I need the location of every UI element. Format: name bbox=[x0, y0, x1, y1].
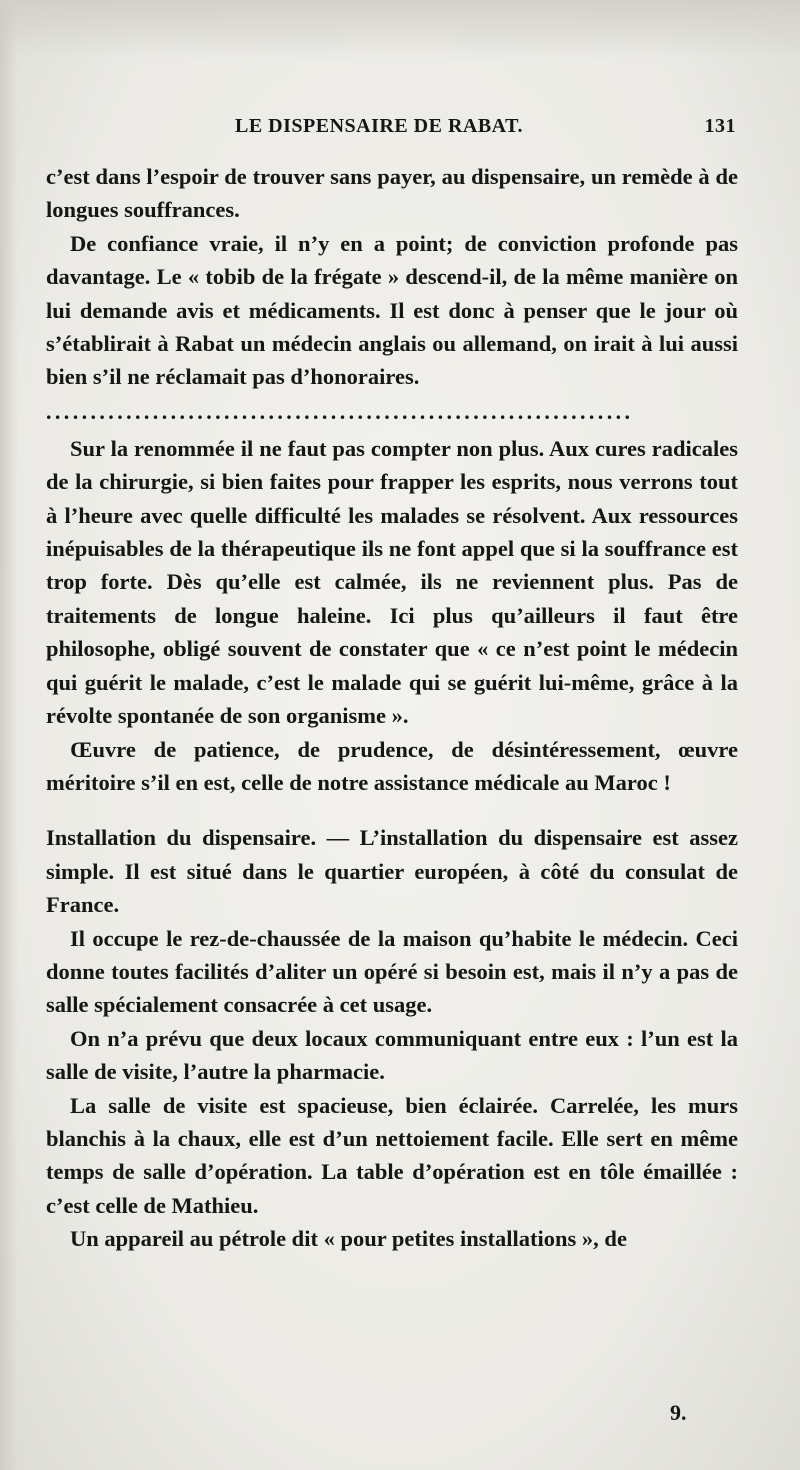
signature-mark: 9. bbox=[670, 1400, 687, 1425]
paragraph: Il occupe le rez-de-chaussée de la maison qu’habite le médecin. Ceci donne toutes facilités d’aliter un opéré si besoin est, mais il n’y a pas de salle spécialement consacrée à cet usage. bbox=[46, 925, 738, 1018]
paragraph: c’est dans l’espoir de trouver sans payer, au dispensaire, un remède à de longues souffrances. bbox=[46, 164, 738, 223]
section-gap bbox=[46, 799, 738, 821]
dotted-separator: .................................................................. bbox=[46, 398, 634, 424]
paragraph: On n’a prévu que deux locaux communiquant entre eux : l’un est la salle de visite, l’autre la pharmacie. bbox=[46, 1025, 738, 1085]
body-text bbox=[46, 160, 738, 1256]
section-heading-paragraph: Installation du dispensaire. — L’installation du dispensaire est assez simple. Il est situé dans le quartier européen, à côté du consulat de France. bbox=[46, 825, 738, 918]
paragraph: Œuvre de patience, de prudence, de désintéressement, œuvre méritoire s’il en est, celle de notre assistance médicale au Maroc ! bbox=[46, 736, 738, 795]
page-shadow-top bbox=[0, 0, 800, 60]
paragraph: De confiance vraie, il n’y en a point; de conviction profonde pas davantage. Le « tobib de la frégate » descend-il, de la même manière on lui demande avis et médicaments. Il est donc à penser que le jour où s’établirait à Rabat un médecin anglais ou allemand, on irait à lui aussi bien s’il ne réclamait pas d’honoraires. bbox=[46, 230, 738, 390]
page-number: 131 bbox=[704, 115, 736, 137]
page-shadow-left bbox=[0, 0, 18, 1470]
paragraph: Un appareil au pétrole dit « pour petites installations », de bbox=[70, 1226, 627, 1252]
paragraph: Sur la renommée il ne faut pas compter non plus. Aux cures radicales de la chirurgie, si bien faites pour frapper les esprits, nous verrons tout à l’heure avec quelle difficulté les malades se résolvent. Aux ressources inépuisables de la thérapeutique ils ne font appel que si la souffrance est trop forte. Dès qu’elle est calmée, ils ne reviennent plus. Pas de traitements de longue haleine. Ici plus qu’ailleurs il faut être philosophe, obligé souvent de constater que « ce n’est point le médecin qui guérit le malade, c’est le malade qui se guérit lui-même, grâce à la révolte spontanée de son organisme ». bbox=[46, 435, 738, 729]
running-title: LE DISPENSAIRE DE RABAT. bbox=[235, 115, 523, 137]
paragraph: La salle de visite est spacieuse, bien éclairée. Carrelée, les murs blanchis à la chaux, elle est d’un nettoiement facile. Elle sert en même temps de salle d’opération. La table d’opération est en tôle émaillée : c’est celle de Mathieu. bbox=[46, 1092, 738, 1218]
